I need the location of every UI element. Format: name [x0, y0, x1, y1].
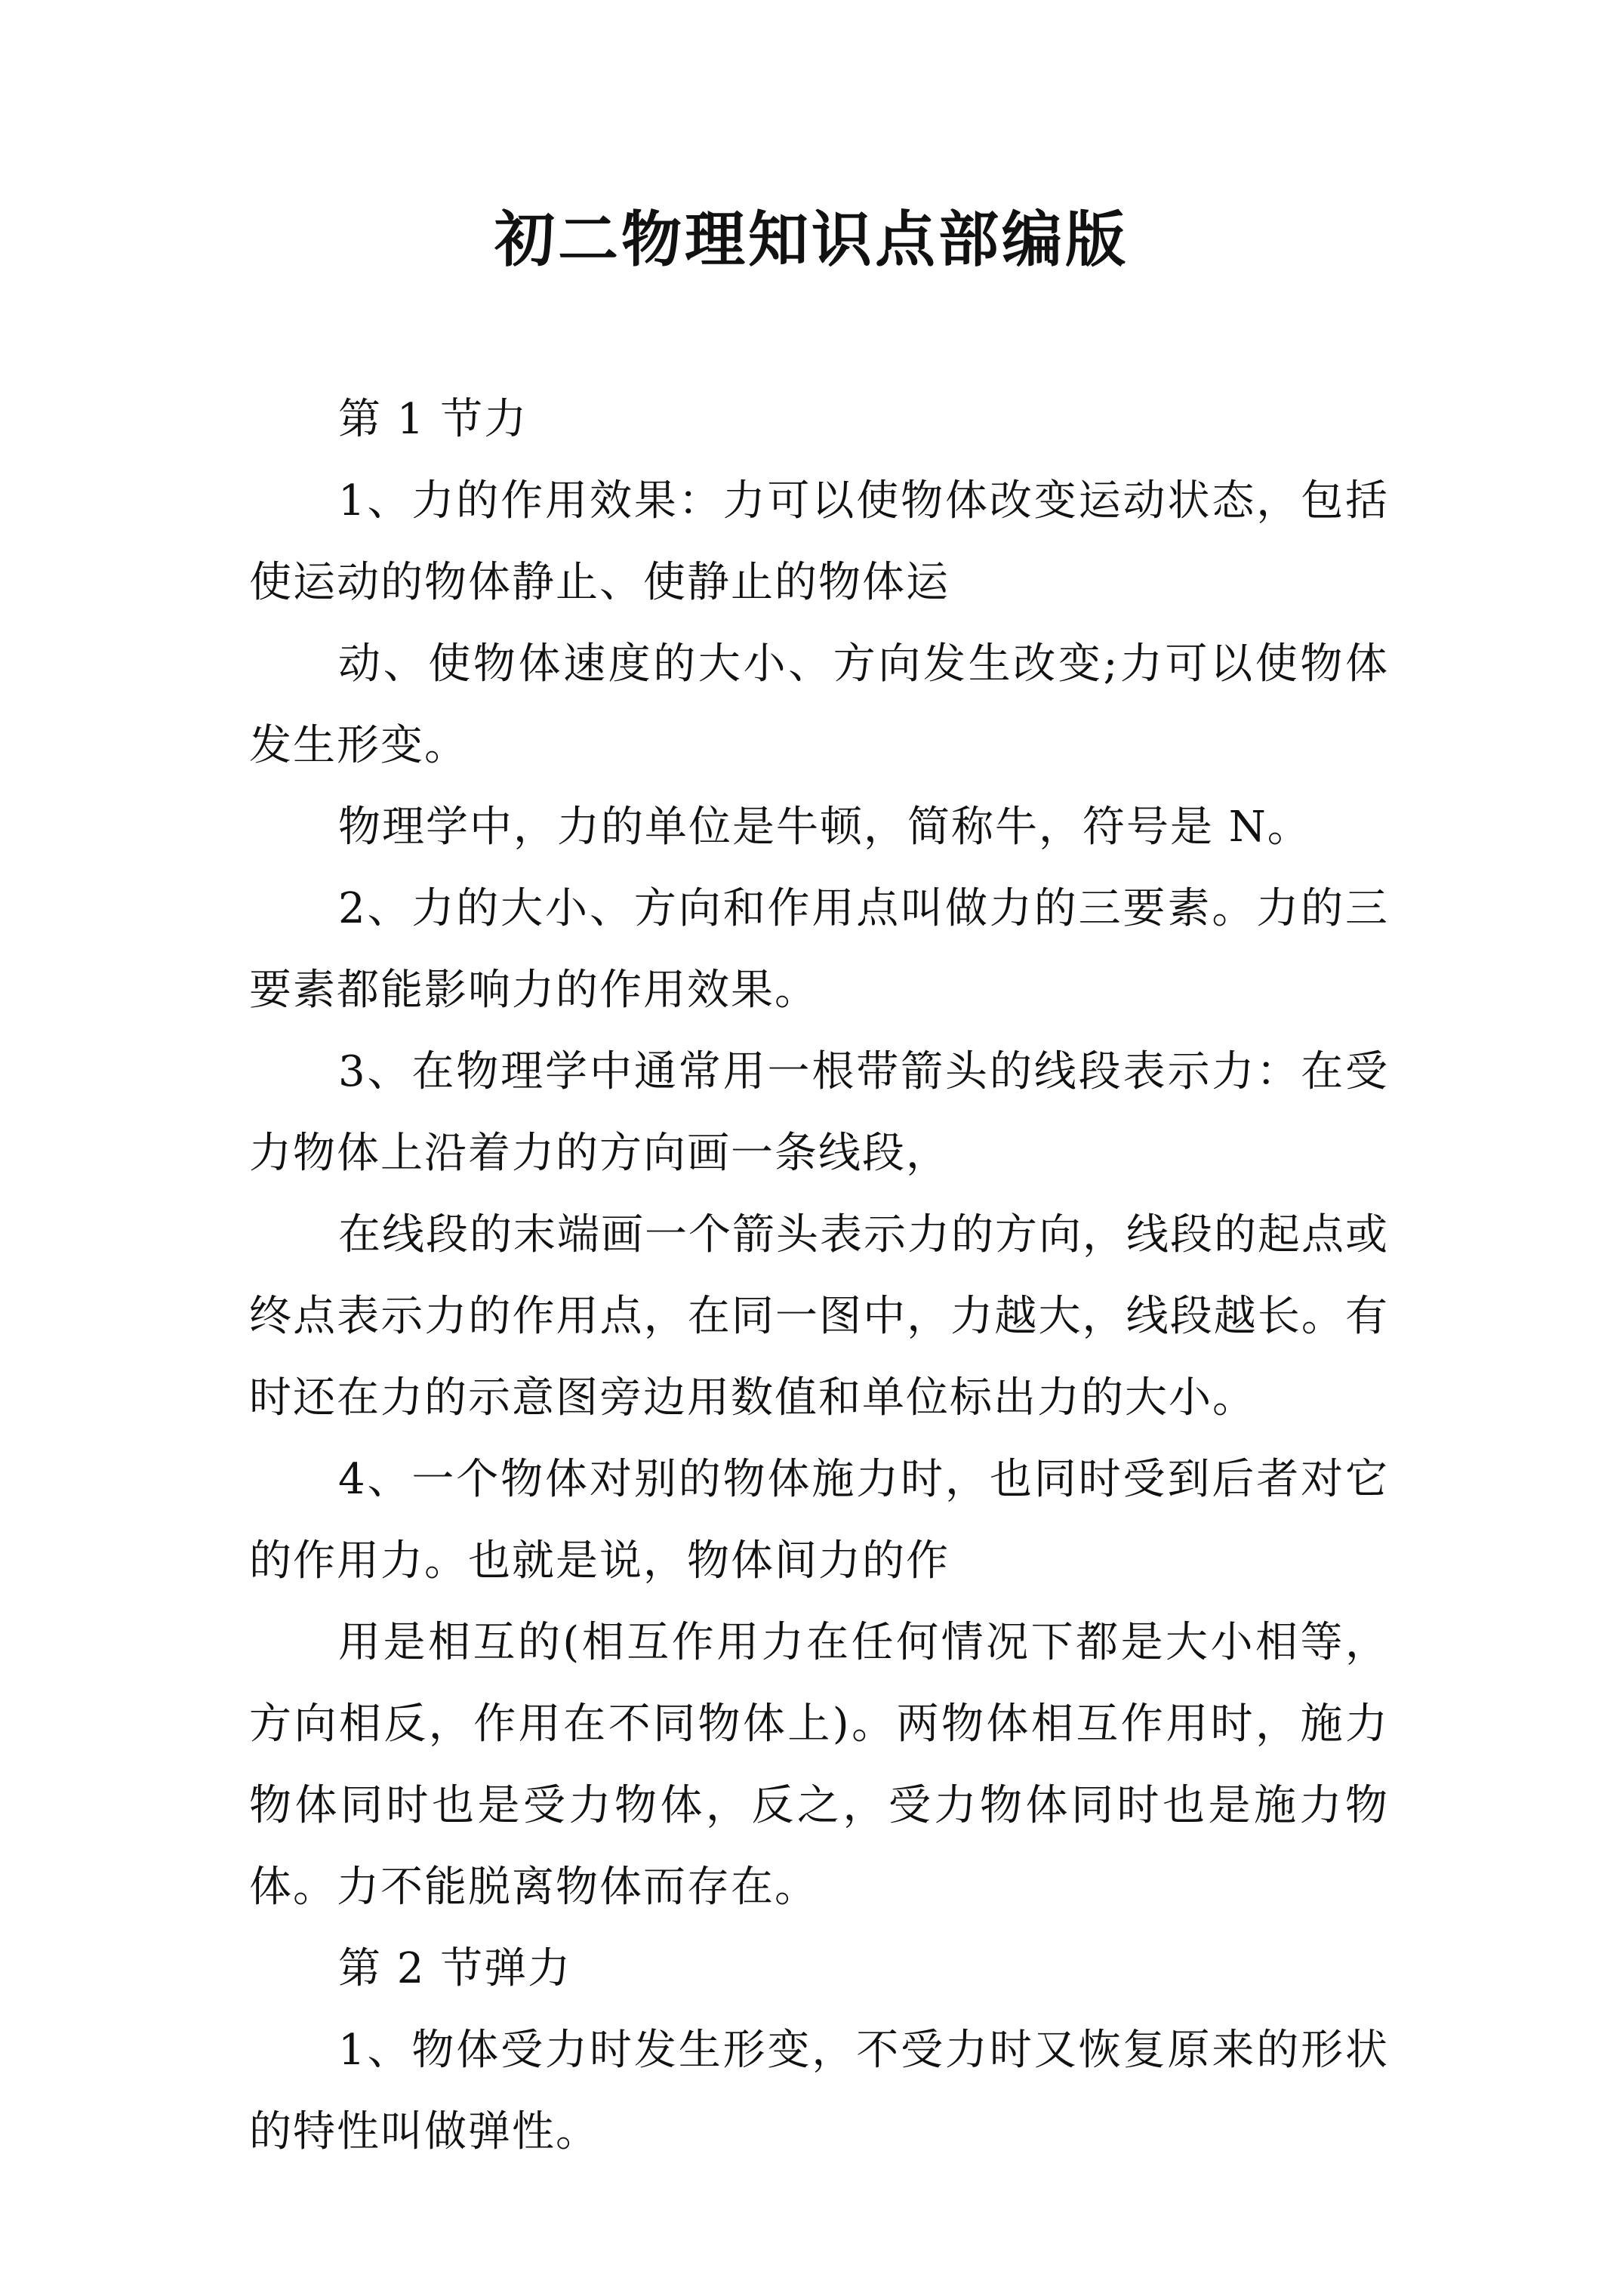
- paragraph: 在线段的末端画一个箭头表示力的方向，线段的起点或终点表示力的作用点，在同一图中，力越大，线段越长。有时还在力的示意图旁边用数值和单位标出力的大小。: [249, 1210, 1389, 1422]
- paragraph: 4、一个物体对别的物体施力时，也同时受到后者对它的作用力。也就是说，物体间力的作: [249, 1455, 1389, 1586]
- paragraph: 用是相互的(相互作用力在任何情况下都是大小相等，方向相反，作用在不同物体上)。两物体相互作用时，施力物体同时也是受力物体，反之，受力物体同时也是施力物体。力不能脱离物体而存在。: [249, 1618, 1389, 1912]
- section-heading-1: 第 1 节力: [338, 395, 528, 444]
- paragraph: 2、力的大小、方向和作用点叫做力的三要素。力的三要素都能影响力的作用效果。: [249, 884, 1389, 1015]
- paragraph: 1、力的作用效果：力可以使物体改变运动状态，包括使运动的物体静止、使静止的物体运: [249, 476, 1389, 607]
- paragraph: 物理学中，力的单位是牛顿，简称牛，符号是 N。: [338, 803, 1311, 852]
- section-heading-2: 第 2 节弹力: [338, 1944, 572, 1993]
- document-title: 初二物理知识点部编版: [494, 204, 1129, 275]
- paragraph: 1、物体受力时发生形变，不受力时又恢复原来的形状的特性叫做弹性。: [249, 2026, 1389, 2156]
- document-body: [249, 379, 1389, 2173]
- paragraph: 动、使物体速度的大小、方向发生改变;力可以使物体发生形变。: [249, 639, 1389, 770]
- paragraph: 3、在物理学中通常用一根带箭头的线段表示力：在受力物体上沿着力的方向画一条线段，: [249, 1047, 1389, 1178]
